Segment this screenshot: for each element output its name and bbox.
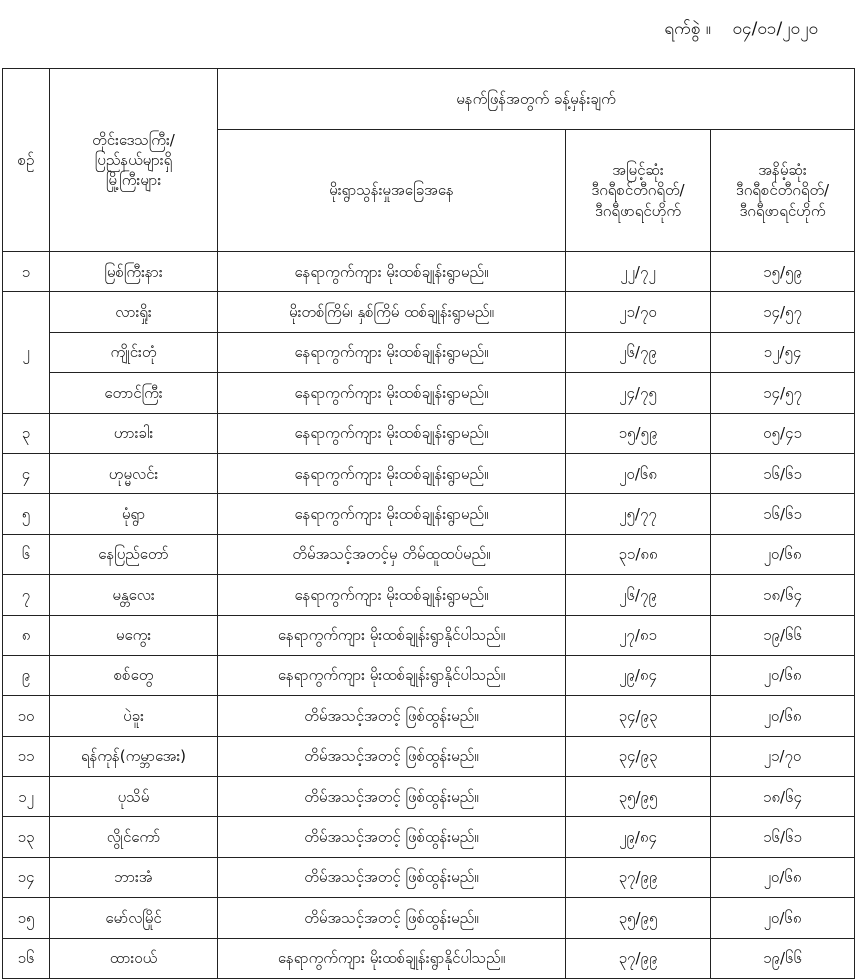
row-condition: နေရာကွက်ကျား မိုးထစ်ချုန်းရွာမည်။ <box>218 332 566 372</box>
row-condition: နေရာကွက်ကျား မိုးထစ်ချုန်းရွာမည်။ <box>218 373 566 413</box>
row-no: ၆ <box>3 534 50 574</box>
row-min-temp: ၂၁/၇၀ <box>711 736 855 776</box>
date-label: ရက်စွဲ ။ <box>664 19 711 39</box>
header-region-line: တိုင်းဒေသကြီး/ <box>92 130 175 149</box>
row-min-temp: ၁၄/၅၇ <box>711 373 855 413</box>
table-row <box>3 413 855 453</box>
row-no: ၁၃ <box>3 817 50 857</box>
header-max-line: အမြင့်ဆုံး <box>612 161 664 180</box>
row-condition: နေရာကွက်ကျား မိုးထစ်ချုန်းရွာမည်။ <box>218 252 566 292</box>
header-max-line: ဒီဂရီစင်တီဂရိတ်/ <box>591 181 685 200</box>
header-condition: မိုးရွာသွန်းမှုအခြေအနေ <box>218 130 566 252</box>
row-max-temp: ၂၉/၈၄ <box>566 817 711 857</box>
row-no: ၂ <box>3 292 50 413</box>
row-min-temp: ၁၆/၆၁ <box>711 817 855 857</box>
row-max-temp: ၂၁/၇၀ <box>566 292 711 332</box>
row-city: မော်လမြိုင် <box>50 898 218 938</box>
row-min-temp: ၂၀/၆၈ <box>711 534 855 574</box>
table-row <box>3 696 855 736</box>
row-city: ဘားအံ <box>50 857 218 897</box>
row-no: ၁၄ <box>3 857 50 897</box>
row-max-temp: ၃၇/၉၉ <box>566 938 711 978</box>
row-min-temp: ၁၅/၅၉ <box>711 252 855 292</box>
row-min-temp: ၁၉/၆၆ <box>711 615 855 655</box>
row-condition: မိုးတစ်ကြိမ်၊ နှစ်ကြိမ် ထစ်ချုန်းရွာမည်။ <box>218 292 566 332</box>
row-city: လားရှိုး <box>50 292 218 332</box>
row-condition: တိမ်အသင့်အတင့် ဖြစ်ထွန်းမည်။ <box>218 736 566 776</box>
row-city: မကွေး <box>50 615 218 655</box>
row-max-temp: ၃၁/၈၈ <box>566 534 711 574</box>
row-min-temp: ၁၉/၆၆ <box>711 938 855 978</box>
row-min-temp: ၀၅/၄၁ <box>711 413 855 453</box>
row-condition: နေရာကွက်ကျား မိုးထစ်ချုန်းရွာနိုင်ပါသည်။ <box>218 655 566 695</box>
row-no: ၇ <box>3 575 50 615</box>
row-max-temp: ၃၄/၉၃ <box>566 736 711 776</box>
header-min-line: အနိမ့်ဆုံး <box>758 161 807 180</box>
row-min-temp: ၂၀/၆၈ <box>711 898 855 938</box>
row-min-temp: ၂၀/၆၈ <box>711 655 855 695</box>
row-city: ပဲခူး <box>50 696 218 736</box>
row-city: နေပြည်တော် <box>50 534 218 574</box>
row-min-temp: ၁၆/၆၁ <box>711 494 855 534</box>
row-max-temp: ၃၇/၉၉ <box>566 857 711 897</box>
row-city: မုံရွာ <box>50 494 218 534</box>
table-row <box>3 736 855 776</box>
table-row <box>3 453 855 493</box>
row-max-temp: ၂၄/၇၅ <box>566 373 711 413</box>
row-condition: နေရာကွက်ကျား မိုးထစ်ချုန်းရွာမည်။ <box>218 494 566 534</box>
table-row <box>3 494 855 534</box>
table-row <box>3 575 855 615</box>
table-row <box>3 857 855 897</box>
report-date <box>664 18 818 43</box>
row-condition: နေရာကွက်ကျား မိုးထစ်ချုန်းရွာနိုင်ပါသည်။ <box>218 938 566 978</box>
row-city: စစ်တွေ <box>50 655 218 695</box>
row-condition: တိမ်အသင့်အတင့် ဖြစ်ထွန်းမည်။ <box>218 696 566 736</box>
header-region-line: ပြည်နယ်များရှိ <box>94 150 173 169</box>
header-max <box>566 130 711 252</box>
row-city: ဟားခါး <box>50 413 218 453</box>
row-no: ၄ <box>3 453 50 493</box>
row-condition: တိမ်အသင့်အတင့် ဖြစ်ထွန်းမည်။ <box>218 857 566 897</box>
row-no: ၁၆ <box>3 938 50 978</box>
row-max-temp: ၂၆/၇၉ <box>566 332 711 372</box>
header-min-line: ဒီဂရီစင်တီဂရိတ်/ <box>735 181 830 200</box>
row-no: ၃ <box>3 413 50 453</box>
table-row <box>3 252 855 292</box>
row-no: ၅ <box>3 494 50 534</box>
row-city: လွိုင်ကော် <box>50 817 218 857</box>
row-condition: တိမ်အသင့်အတင့် ဖြစ်ထွန်းမည်။ <box>218 777 566 817</box>
header-no: စဉ် <box>3 69 50 252</box>
row-city: မန္တလေး <box>50 575 218 615</box>
row-min-temp: ၁၈/၆၄ <box>711 777 855 817</box>
header-min <box>711 130 855 252</box>
row-max-temp: ၃၅/၉၅ <box>566 898 711 938</box>
row-max-temp: ၂၂/၇၂ <box>566 252 711 292</box>
row-condition: တိမ်အသင့်အတင့် ဖြစ်ထွန်းမည်။ <box>218 898 566 938</box>
row-no: ၁၅ <box>3 898 50 938</box>
table-row <box>3 615 855 655</box>
row-condition: တိမ်အသင့်အတင့် ဖြစ်ထွန်းမည်။ <box>218 817 566 857</box>
row-city: ပုသိမ် <box>50 777 218 817</box>
table-row <box>3 373 855 413</box>
row-min-temp: ၁၆/၆၁ <box>711 453 855 493</box>
row-no: ၁၀ <box>3 696 50 736</box>
row-city: ရန်ကုန်(ကမ္ဘာအေး) <box>50 736 218 776</box>
row-city: ကျိုင်းတုံ <box>50 332 218 372</box>
row-max-temp: ၂၆/၇၉ <box>566 575 711 615</box>
row-no: ၈ <box>3 615 50 655</box>
row-condition: နေရာကွက်ကျား မိုးထစ်ချုန်းရွာမည်။ <box>218 453 566 493</box>
row-no: ၁၁ <box>3 736 50 776</box>
row-city: ထားဝယ် <box>50 938 218 978</box>
table-row <box>3 332 855 372</box>
row-condition: နေရာကွက်ကျား မိုးထစ်ချုန်းရွာမည်။ <box>218 575 566 615</box>
row-no: ၁၂ <box>3 777 50 817</box>
row-no: ၉ <box>3 655 50 695</box>
table-row <box>3 817 855 857</box>
header-region-line: မြို့ကြီးများ <box>105 171 162 190</box>
row-min-temp: ၁၄/၅၇ <box>711 292 855 332</box>
header-max-line: ဒီဂရီဖာရင်ဟိုက် <box>594 201 682 220</box>
table-row <box>3 534 855 574</box>
row-max-temp: ၂၅/၇၇ <box>566 494 711 534</box>
header-forecast: မနက်ဖြန်အတွက် ခန့်မှန်းချက် <box>218 69 855 130</box>
row-max-temp: ၁၅/၅၉ <box>566 413 711 453</box>
row-city: ဟုမ္မလင်း <box>50 453 218 493</box>
table-row <box>3 655 855 695</box>
row-max-temp: ၂၇/၈၁ <box>566 615 711 655</box>
table-row <box>3 292 855 332</box>
row-min-temp: ၂၀/၆၈ <box>711 857 855 897</box>
row-max-temp: ၃၅/၉၅ <box>566 777 711 817</box>
row-city: တောင်ကြီး <box>50 373 218 413</box>
row-no: ၁ <box>3 252 50 292</box>
table-row <box>3 898 855 938</box>
row-condition: နေရာကွက်ကျား မိုးထစ်ချုန်းရွာမည်။ <box>218 413 566 453</box>
row-max-temp: ၂၀/၆၈ <box>566 453 711 493</box>
table-row <box>3 938 855 978</box>
header-region <box>50 69 218 252</box>
row-min-temp: ၁၈/၆၄ <box>711 575 855 615</box>
date-value: ၀၄/၀၁/၂၀၂၀ <box>732 19 818 39</box>
table-row <box>3 777 855 817</box>
row-city: မြစ်ကြီးနား <box>50 252 218 292</box>
forecast-table <box>2 68 855 979</box>
row-min-temp: ၁၂/၅၄ <box>711 332 855 372</box>
row-max-temp: ၃၄/၉၃ <box>566 696 711 736</box>
header-min-line: ဒီဂရီဖာရင်ဟိုက် <box>739 201 826 220</box>
row-max-temp: ၂၉/၈၄ <box>566 655 711 695</box>
row-min-temp: ၂၀/၆၈ <box>711 696 855 736</box>
row-condition: တိမ်အသင့်အတင့်မှ တိမ်ထူထပ်မည်။ <box>218 534 566 574</box>
row-condition: နေရာကွက်ကျား မိုးထစ်ချုန်းရွာနိုင်ပါသည်။ <box>218 615 566 655</box>
